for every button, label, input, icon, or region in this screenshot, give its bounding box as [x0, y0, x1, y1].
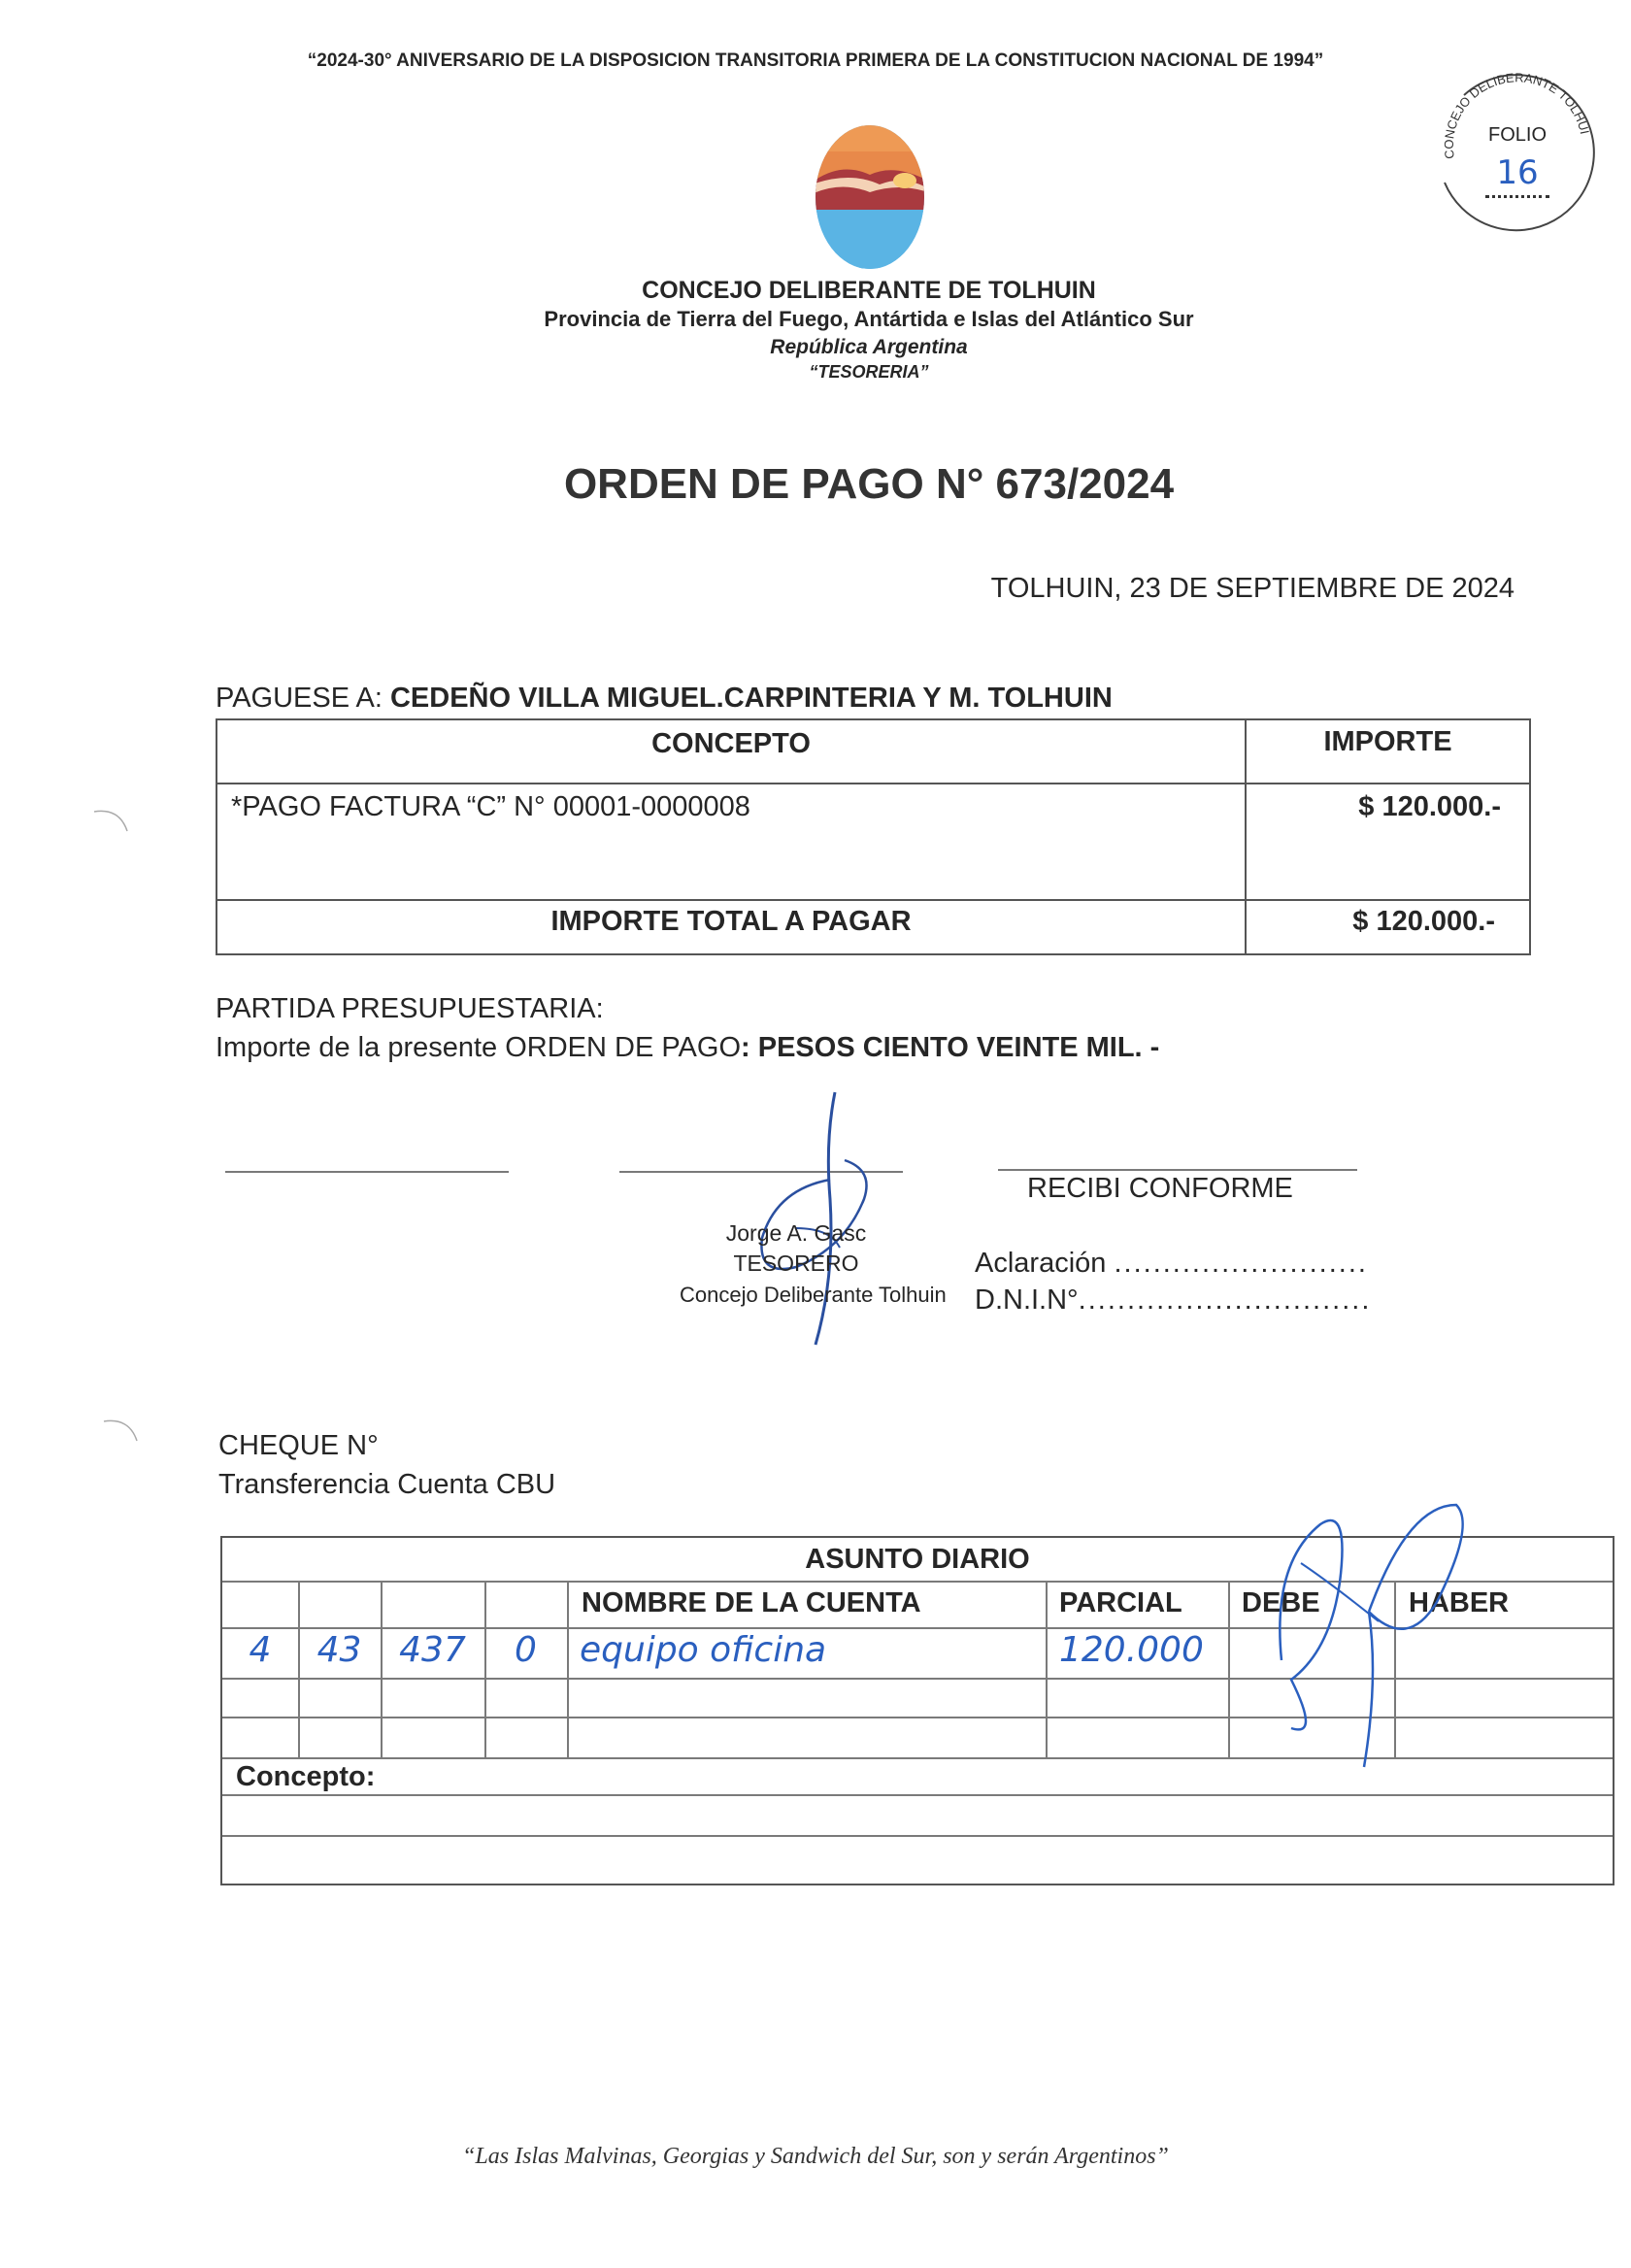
- dni-label: D.N.I.N°: [975, 1284, 1079, 1316]
- page-title: ORDEN DE PAGO N° 673/2024: [563, 460, 1175, 508]
- signature-line: [225, 1171, 509, 1173]
- recibi-conforme: RECIBI CONFORME: [1027, 1173, 1293, 1204]
- signer-role: TESORERO: [733, 1251, 859, 1276]
- row-amount: $ 120.000.-: [1358, 791, 1501, 822]
- journal-title: ASUNTO DIARIO: [805, 1544, 1030, 1575]
- department-line: “TESORERIA”: [809, 362, 929, 382]
- col-header-importe: IMPORTE: [1323, 726, 1452, 757]
- anniversary-banner: “2024-30° ANIVERSARIO DE LA DISPOSICION TRANSITORIA PRIMERA DE LA CONSTITUCION NACIONAL DE 1994”: [307, 50, 1324, 71]
- row-concept: *PAGO FACTURA “C” N° 00001-0000008: [231, 791, 750, 822]
- journal-divider: [1228, 1581, 1230, 1757]
- table-divider: [217, 899, 1529, 901]
- cheque-label: CHEQUE N°: [218, 1430, 379, 1461]
- hand-code-3: 437: [399, 1630, 466, 1670]
- col-header-parcial: PARCIAL: [1059, 1587, 1182, 1618]
- footer-motto: “Las Islas Malvinas, Georgias y Sandwich del Sur, son y serán Argentinos”: [462, 2144, 1169, 2169]
- col-header-debe: DEBE: [1242, 1587, 1320, 1618]
- aclaracion-dots: ..........................: [1114, 1248, 1368, 1279]
- folio-stamp: [1425, 56, 1610, 241]
- province-line: Provincia de Tierra del Fuego, Antártida e Islas del Atlántico Sur: [544, 307, 1194, 331]
- journal-divider: [1046, 1581, 1048, 1757]
- treasurer-signature: [738, 1083, 893, 1354]
- importe-line: [216, 1032, 1159, 1064]
- importe-words: PESOS CIENTO VEINTE MIL. -: [757, 1032, 1160, 1063]
- payee-label: PAGUESE A:: [216, 683, 383, 714]
- hand-code-2: 43: [316, 1630, 362, 1670]
- aclaracion-label: Aclaración: [975, 1248, 1107, 1279]
- payment-table: [216, 718, 1531, 955]
- total-amount: $ 120.000.-: [1352, 906, 1495, 937]
- concepto-label: Concepto:: [236, 1761, 376, 1792]
- aclaracion-line: [975, 1248, 1368, 1280]
- signer-name: Jorge A. Gasc: [725, 1220, 867, 1246]
- payee-line: [216, 683, 1113, 715]
- org-name: CONCEJO DELIBERANTE DE TOLHUIN: [642, 277, 1096, 304]
- payee-name: CEDEÑO VILLA MIGUEL.CARPINTERIA Y M. TOLHUIN: [389, 683, 1113, 714]
- stamp-ring-text: CONCEJO DELIBERANTE TOLHUI: [1441, 70, 1592, 160]
- approval-scribble: [1262, 1485, 1495, 1796]
- col-header-haber: HABER: [1409, 1587, 1510, 1618]
- folio-label: FOLIO: [1487, 124, 1547, 146]
- hand-account-name: equipo oficina: [580, 1630, 827, 1670]
- col-header-concepto: CONCEPTO: [651, 728, 811, 759]
- journal-divider: [222, 1835, 1613, 1837]
- table-divider: [217, 783, 1529, 784]
- hand-code-4: 0: [515, 1630, 537, 1670]
- transfer-label: Transferencia Cuenta CBU: [218, 1469, 556, 1500]
- logo-emblem-icon: [812, 124, 928, 270]
- importe-colon: :: [741, 1032, 750, 1063]
- country-line: República Argentina: [770, 336, 968, 358]
- hand-code-1: 4: [249, 1630, 272, 1670]
- folio-number: 16: [1496, 153, 1539, 192]
- folio-dotted-line: [1485, 195, 1549, 198]
- concejo-logo: [812, 124, 928, 270]
- signature-line: [998, 1169, 1357, 1171]
- margin-mark-icon: [102, 1416, 141, 1454]
- importe-prefix: Importe de la presente ORDEN DE PAGO: [216, 1032, 742, 1063]
- journal-divider: [567, 1581, 569, 1757]
- hand-partial: 120.000: [1059, 1630, 1204, 1670]
- col-header-cuenta: NOMBRE DE LA CUENTA: [582, 1587, 921, 1618]
- dni-line: [975, 1284, 1371, 1317]
- margin-mark-icon: [92, 806, 131, 845]
- date-line: TOLHUIN, 23 DE SEPTIEMBRE DE 2024: [990, 573, 1514, 604]
- dni-dots: ..............................: [1078, 1284, 1372, 1316]
- stamp-ring-icon: [1425, 56, 1610, 241]
- signer-org: Concejo Deliberante Tolhuin: [680, 1283, 947, 1307]
- total-label: IMPORTE TOTAL A PAGAR: [550, 906, 912, 937]
- partida-label: PARTIDA PRESUPUESTARIA:: [216, 993, 604, 1024]
